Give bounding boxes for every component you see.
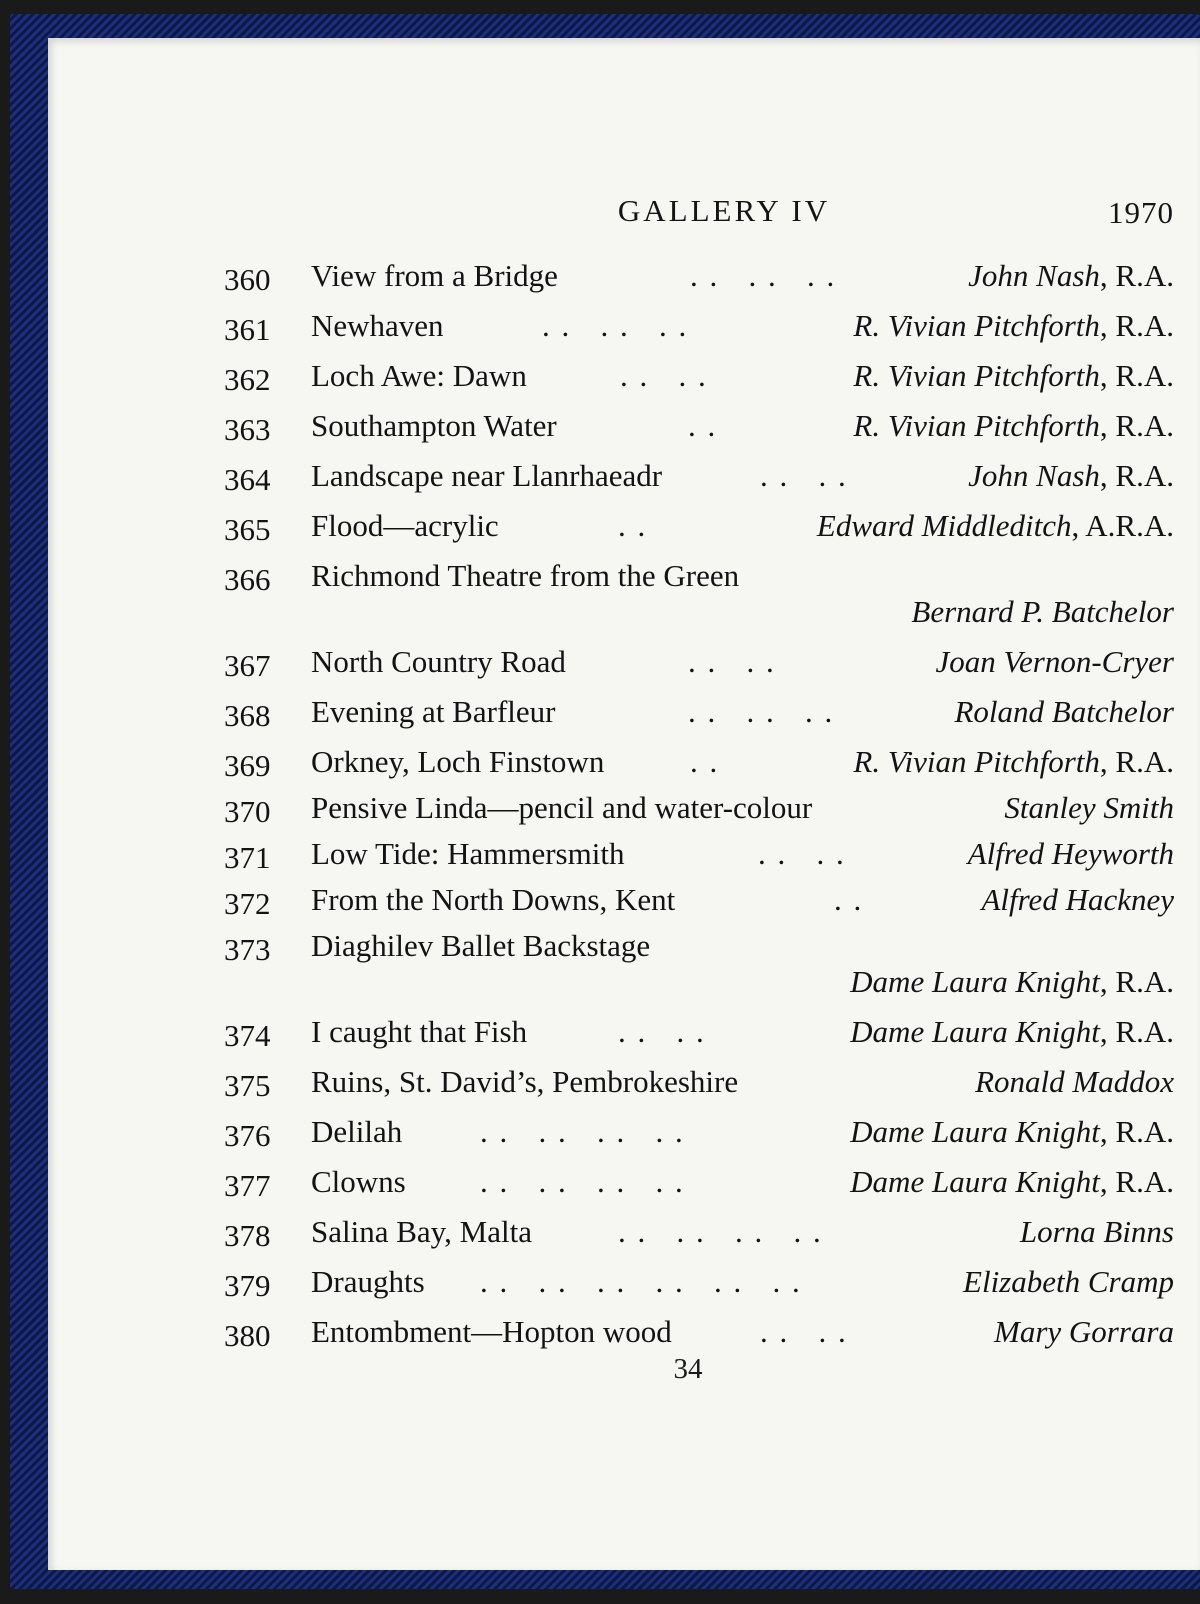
dot-leader: . . [690, 744, 720, 779]
artist-honours: , A.R.A. [1071, 508, 1174, 543]
running-header [48, 193, 1200, 233]
catalogue-entry [48, 644, 1200, 694]
entry-artist [911, 594, 1174, 630]
dot-leader: . . [834, 882, 864, 917]
entry-title-text: Pensive Linda [311, 790, 488, 825]
entry-artist [853, 744, 1174, 780]
entry-title-text: I caught that Fish [311, 1014, 528, 1049]
entry-medium: —acrylic [383, 508, 499, 543]
artist-name: R. Vivian Pitchforth [853, 744, 1100, 779]
entry-title [311, 882, 675, 918]
artist-name: Dame Laura Knight [850, 1014, 1100, 1049]
entry-title-text: From the North Downs, Kent [311, 882, 676, 917]
catalogue-entry [48, 458, 1200, 508]
entry-title-text: Delilah [311, 1114, 403, 1149]
entry-number: 379 [224, 1268, 271, 1303]
entry-line [48, 928, 1200, 967]
catalogue-entry [48, 744, 1200, 790]
entry-title [311, 408, 557, 444]
entry-title [311, 1064, 738, 1100]
entry-title-text: Flood [311, 508, 384, 543]
artist-honours: , R.A. [1099, 408, 1174, 443]
artist-name: Dame Laura Knight [850, 1164, 1100, 1199]
artist-name: R. Vivian Pitchforth [853, 358, 1100, 393]
dot-leader: . . . . . . [542, 308, 689, 343]
dot-leader: . . . . [620, 358, 708, 393]
catalogue-entry [48, 408, 1200, 458]
entry-title-text: North Country Road [311, 644, 566, 679]
entry-artist [968, 458, 1174, 494]
entry-title [311, 558, 739, 594]
dot-leader: . . . . [758, 836, 846, 871]
entry-line [48, 408, 1200, 458]
entry-artist [975, 1064, 1174, 1100]
entry-title-text: Loch Awe: Dawn [311, 358, 527, 393]
entry-line [48, 258, 1200, 308]
entry-artist [853, 308, 1174, 344]
entry-number: 363 [224, 412, 271, 447]
artist-honours: , R.A. [1099, 1014, 1174, 1049]
entry-number: 364 [224, 462, 271, 497]
entry-line [48, 508, 1200, 558]
dot-leader: . . . . . . . . [480, 1114, 685, 1149]
entry-line [48, 358, 1200, 408]
entry-number: 378 [224, 1218, 271, 1253]
artist-name: R. Vivian Pitchforth [853, 308, 1100, 343]
entry-line [48, 1214, 1200, 1264]
entry-number: 374 [224, 1018, 271, 1053]
artist-name: Bernard P. Batchelor [911, 594, 1174, 629]
artist-honours: , R.A. [1099, 308, 1174, 343]
dot-leader: . . [688, 408, 718, 443]
entry-number: 376 [224, 1118, 271, 1153]
entry-title-text: Ruins, St. David’s, Pembrokeshire [311, 1064, 739, 1099]
entry-title [311, 308, 444, 344]
entry-title [311, 1164, 406, 1200]
entry-number: 365 [224, 512, 271, 547]
dot-leader: . . . . [760, 458, 848, 493]
entry-line [48, 1164, 1200, 1214]
catalogue-year: 1970 [1108, 195, 1174, 230]
catalogue-entry [48, 308, 1200, 358]
artist-honours: , R.A. [1099, 258, 1174, 293]
entry-artist [850, 1114, 1174, 1150]
entry-title-text: Evening at Barfleur [311, 694, 556, 729]
entry-number: 373 [224, 932, 271, 967]
dot-leader: . . . . [688, 644, 776, 679]
entry-artist [994, 1314, 1174, 1350]
entry-artist [1020, 1214, 1174, 1250]
entry-title-text: View from a Bridge [311, 258, 558, 293]
catalogue-entry [48, 1014, 1200, 1064]
entry-title-text: Low Tide: Hammersmith [311, 836, 625, 871]
entry-line [48, 1014, 1200, 1064]
entry-title [311, 928, 650, 964]
entry-title-text: Entombment [311, 1314, 472, 1349]
catalogue-entry [48, 928, 1200, 1014]
entry-line [48, 644, 1200, 694]
catalogue-entry [48, 558, 1200, 644]
entry-title-text: Richmond Theatre from the Green [311, 558, 740, 593]
catalogue-entry [48, 1164, 1200, 1214]
entry-title [311, 258, 558, 294]
entry-number: 361 [224, 312, 271, 347]
entry-artist [817, 508, 1174, 544]
catalogue-page [48, 38, 1200, 1570]
entry-title-text: Salina Bay, Malta [311, 1214, 532, 1249]
artist-name: Roland Batchelor [954, 694, 1174, 729]
catalogue-entry [48, 694, 1200, 744]
catalogue-entry [48, 836, 1200, 882]
entry-title [311, 744, 604, 780]
artist-honours: , R.A. [1099, 964, 1174, 999]
entry-line [48, 458, 1200, 508]
artist-name: Mary Gorrara [994, 1314, 1174, 1349]
entry-artist [1004, 790, 1174, 826]
entry-title [311, 508, 499, 544]
artist-name: R. Vivian Pitchforth [853, 408, 1100, 443]
entry-title-text: Landscape near Llanrhaeadr [311, 458, 663, 493]
entry-number: 366 [224, 562, 271, 597]
entry-line [48, 1114, 1200, 1164]
dot-leader: . . . . . . . . . . . . [480, 1264, 802, 1299]
entry-artist [853, 408, 1174, 444]
entry-artist [981, 882, 1174, 918]
entry-title [311, 1264, 425, 1300]
artist-name: Alfred Heyworth [967, 836, 1174, 871]
entry-artist [968, 836, 1174, 872]
entry-line [48, 1264, 1200, 1314]
gallery-title: GALLERY IV [617, 193, 831, 228]
page-number: 34 [673, 1353, 703, 1385]
artist-name: Elizabeth Cramp [963, 1264, 1174, 1299]
entry-number: 362 [224, 362, 271, 397]
catalogue-entry [48, 258, 1200, 308]
entry-artist [954, 694, 1174, 730]
dot-leader: . . . . . . . . [618, 1214, 823, 1249]
entry-line [48, 744, 1200, 790]
entry-number: 380 [224, 1318, 271, 1353]
entry-title-text: Newhaven [311, 308, 444, 343]
entry-number: 369 [224, 748, 271, 783]
entry-number: 377 [224, 1168, 271, 1203]
entry-title-text: Draughts [311, 1264, 425, 1299]
entry-title-text: Southampton Water [311, 408, 557, 443]
dot-leader: . . . . . . . . [480, 1164, 685, 1199]
entry-title-text: Clowns [311, 1164, 406, 1199]
entry-line [48, 308, 1200, 358]
catalogue-entry [48, 508, 1200, 558]
catalogue-entry [48, 1264, 1200, 1314]
entry-medium: —pencil and water-colour [487, 790, 813, 825]
entry-number: 360 [224, 262, 271, 297]
entry-artist [968, 258, 1174, 294]
entry-number: 372 [224, 886, 271, 921]
entry-title [311, 1014, 527, 1050]
entry-title-text: Diaghilev Ballet Backstage [311, 928, 651, 963]
entry-line-continued [48, 964, 1200, 1014]
catalogue-entry [48, 1064, 1200, 1114]
entry-artist [850, 1164, 1174, 1200]
catalogue-entry [48, 1214, 1200, 1264]
artist-name: Edward Middleditch [816, 508, 1072, 543]
dot-leader: . . . . [618, 1014, 706, 1049]
entry-line [48, 836, 1200, 882]
entry-title [311, 1114, 402, 1150]
artist-name: Ronald Maddox [975, 1064, 1174, 1099]
entry-title [311, 790, 812, 826]
entry-line-continued [48, 594, 1200, 644]
entry-title [311, 644, 566, 680]
entry-artist [853, 358, 1174, 394]
entry-title [311, 458, 662, 494]
entry-artist [850, 964, 1174, 1000]
catalogue-entries [48, 258, 1200, 1364]
entry-title [311, 1214, 532, 1250]
artist-honours: , R.A. [1099, 1114, 1174, 1149]
artist-name: Alfred Hackney [981, 882, 1174, 917]
entry-title [311, 1314, 672, 1350]
entry-line [48, 790, 1200, 836]
catalogue-entry [48, 358, 1200, 408]
entry-artist [963, 1264, 1174, 1300]
artist-name: John Nash [968, 458, 1100, 493]
artist-honours: , R.A. [1099, 1164, 1174, 1199]
artist-name: Stanley Smith [1004, 790, 1174, 825]
entry-number: 371 [224, 840, 271, 875]
artist-name: Dame Laura Knight [850, 964, 1100, 999]
artist-honours: , R.A. [1099, 458, 1174, 493]
entry-line [48, 1064, 1200, 1114]
dot-leader: . . . . . . [690, 258, 837, 293]
entry-artist [850, 1014, 1174, 1050]
artist-name: Dame Laura Knight [850, 1114, 1100, 1149]
dot-leader: . . [618, 508, 648, 543]
catalogue-entry [48, 790, 1200, 836]
entry-artist [936, 644, 1174, 680]
catalogue-entry [48, 882, 1200, 928]
entry-number: 367 [224, 648, 271, 683]
artist-name: Lorna Binns [1019, 1214, 1174, 1249]
artist-name: John Nash [968, 258, 1100, 293]
artist-honours: , R.A. [1099, 358, 1174, 393]
entry-title [311, 836, 624, 872]
entry-number: 375 [224, 1068, 271, 1103]
entry-medium: —Hopton wood [471, 1314, 672, 1349]
entry-title-text: Orkney, Loch Finstown [311, 744, 605, 779]
entry-line [48, 558, 1200, 597]
catalogue-entry [48, 1114, 1200, 1164]
entry-line [48, 694, 1200, 744]
entry-line [48, 882, 1200, 928]
dot-leader: . . . . [760, 1314, 848, 1349]
entry-number: 370 [224, 794, 271, 829]
artist-name: Joan Vernon-Cryer [935, 644, 1174, 679]
entry-title [311, 694, 555, 730]
artist-honours: , R.A. [1099, 744, 1174, 779]
entry-title [311, 358, 527, 394]
entry-number: 368 [224, 698, 271, 733]
dot-leader: . . . . . . [688, 694, 835, 729]
